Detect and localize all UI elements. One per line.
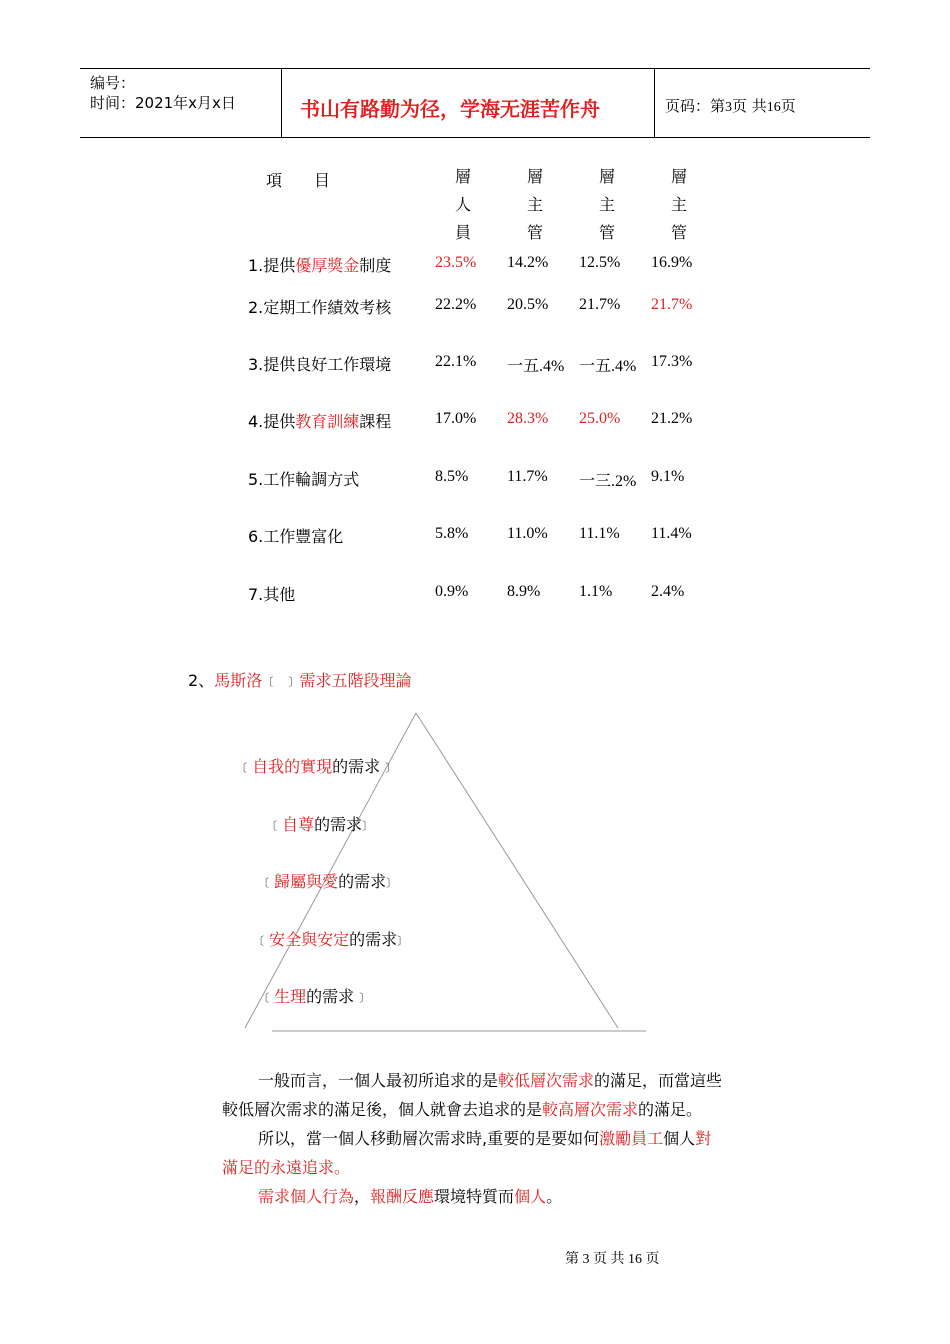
document-number-label: 编号： xyxy=(90,74,136,92)
page-total: 16 xyxy=(766,100,781,115)
table-cell: 一五.4% xyxy=(507,358,565,375)
table-cell: 21.7% xyxy=(579,296,621,313)
table-cell: 21.7% xyxy=(651,296,693,313)
table-cell: 8.9% xyxy=(507,583,541,600)
table-item-header: 項 目 xyxy=(266,171,331,190)
pyramid-level-label: 〔 自我的實現的需求 〕 xyxy=(236,757,397,776)
document-date: 时间：2021年x月x日 xyxy=(90,94,236,112)
table-row-label: 4.提供教育訓練課程 xyxy=(248,412,392,431)
table-cell: 11.0% xyxy=(507,525,548,542)
page-suffix: 页 xyxy=(780,97,796,115)
table-row-label: 7.其他 xyxy=(248,585,296,604)
pyramid-level-label: 〔 歸屬與愛的需求〕 xyxy=(258,872,398,891)
paragraph-line: 需求個人行為，報酬反應環境特質而個人。 xyxy=(258,1187,563,1206)
header-meta xyxy=(90,73,236,113)
page-prefix: 页码：第 xyxy=(665,97,726,115)
table-cell: 20.5% xyxy=(507,296,549,313)
paragraph-line: 一般而言，一個人最初所追求的是較低層次需求的滿足，而當這些 xyxy=(258,1071,723,1090)
table-cell: 11.1% xyxy=(579,525,620,542)
table-cell: 8.5% xyxy=(435,468,469,485)
table-cell: 22.2% xyxy=(435,296,477,313)
paragraph-line: 所以，當一個人移動層次需求時,重要的是要如何激勵員工個人對 xyxy=(258,1129,712,1148)
table-col-header: 層 主 管 xyxy=(526,167,543,242)
table-col-header: 層 主 管 xyxy=(598,167,615,242)
table-cell: 9.1% xyxy=(651,468,685,485)
table-cell: 一三.2% xyxy=(579,473,637,490)
pyramid-level-label: 〔 自尊的需求〕 xyxy=(266,815,374,834)
pyramid-right-edge xyxy=(416,713,618,1028)
table-col-header: 層 主 管 xyxy=(670,167,687,242)
table-cell: 1.1% xyxy=(579,583,613,600)
table-cell: 16.9% xyxy=(651,254,693,271)
table-row-label: 1.提供優厚獎金制度 xyxy=(248,256,392,275)
table-cell: 2.4% xyxy=(651,583,685,600)
table-cell: 0.9% xyxy=(435,583,469,600)
paragraph-line: 較低層次需求的滿足後，個人就會去追求的是較高層次需求的滿足。 xyxy=(222,1100,703,1119)
page-mid: 页 共 xyxy=(732,97,767,115)
table-cell: 5.8% xyxy=(435,525,469,542)
table-cell: 23.5% xyxy=(435,254,477,271)
table-cell: 一五.4% xyxy=(579,358,637,375)
page-current: 3 xyxy=(725,100,733,115)
table-cell: 11.7% xyxy=(507,468,548,485)
table-cell: 21.2% xyxy=(651,410,693,427)
table-row-label: 3.提供良好工作環境 xyxy=(248,355,392,374)
table-col-header: 層 人 員 xyxy=(454,167,471,242)
table-cell: 12.5% xyxy=(579,254,621,271)
pyramid-level-label: 〔 安全與安定的需求〕 xyxy=(253,930,409,949)
pyramid-level-label: 〔 生理的需求 〕 xyxy=(258,987,371,1006)
page-header xyxy=(80,68,870,138)
header-divider-right xyxy=(654,69,655,137)
table-cell: 22.1% xyxy=(435,353,477,370)
section-theory: 需求五階段理論 xyxy=(299,671,412,690)
paragraph-line: 滿足的永遠追求。 xyxy=(222,1158,351,1177)
table-cell: 28.3% xyxy=(507,410,549,427)
table-cell: 14.2% xyxy=(507,254,549,271)
table-cell: 17.0% xyxy=(435,410,477,427)
section-name: 馬斯洛 xyxy=(214,671,263,690)
table-row-label: 2.定期工作績效考核 xyxy=(248,298,392,317)
table-cell: 11.4% xyxy=(651,525,692,542)
header-page-info xyxy=(665,95,796,116)
table-row-label: 6.工作豐富化 xyxy=(248,527,344,546)
header-divider-left xyxy=(281,69,282,137)
table-cell: 17.3% xyxy=(651,353,693,370)
page-footer: 第 3 页 共 16 页 xyxy=(565,1252,660,1267)
table-cell: 25.0% xyxy=(579,410,621,427)
header-motto: 书山有路勤为径，学海无涯苦作舟 xyxy=(300,97,600,121)
table-row-label: 5.工作輪調方式 xyxy=(248,470,360,489)
section-heading: 2、馬斯洛〔 〕需求五階段理論 xyxy=(188,671,412,690)
